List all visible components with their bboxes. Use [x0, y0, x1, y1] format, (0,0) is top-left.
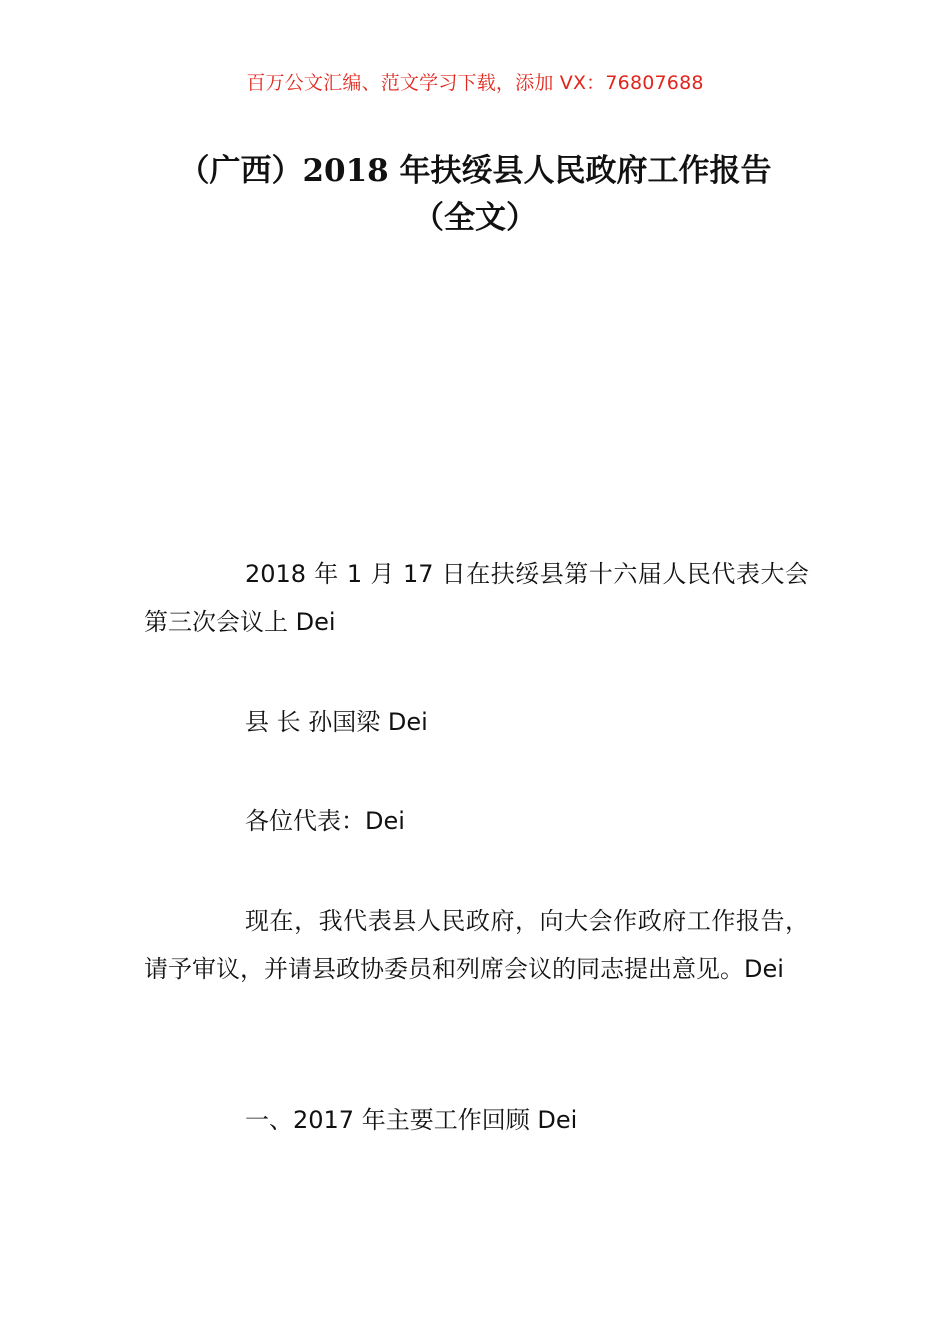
speaker-line: 县 长 孙国梁 Dei: [245, 708, 428, 736]
document-title: [120, 148, 830, 242]
intro-paragraph: 现在，我代表县人民政府，向大会作政府工作报告，请予审议，并请县政协委员和列席会议的同志提出意见。Dei: [144, 907, 809, 983]
salutation-line: 各位代表：Dei: [245, 807, 405, 835]
section-heading-1: 一、2017 年主要工作回顾 Dei: [245, 1106, 578, 1134]
document-title-line-1: （广西）2018 年扶绥县人民政府工作报告: [178, 153, 772, 189]
meeting-info-paragraph: 2018 年 1 月 17 日在扶绥县第十六届人民代表大会第三次会议上 Dei: [144, 560, 809, 636]
header-promo-note: 百万公文汇编、范文学习下载，添加 VX：76807688: [246, 72, 704, 94]
document-title-line-2: （全文）: [413, 200, 537, 236]
